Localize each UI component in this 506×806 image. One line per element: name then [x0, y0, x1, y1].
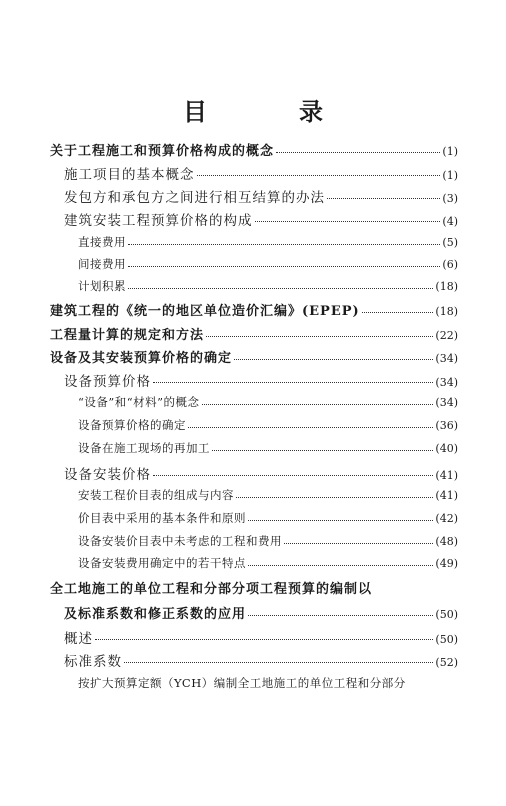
toc-leader [197, 174, 441, 176]
toc-leader [362, 311, 434, 313]
toc-entry-page: (40) [435, 442, 458, 455]
toc-entry-page: (49) [435, 557, 458, 570]
toc-entry [78, 278, 458, 294]
toc-leader [374, 589, 456, 590]
toc-entry [64, 463, 458, 483]
toc-leader [248, 564, 433, 566]
toc-leader [408, 685, 456, 686]
toc-entry [78, 533, 458, 549]
toc-leader [95, 638, 433, 640]
toc-leader [206, 335, 433, 337]
page-title: 目 录 [183, 97, 357, 126]
toc-leader [128, 265, 440, 267]
toc-entry-page: (50) [435, 608, 458, 621]
toc-entry-page: (36) [435, 419, 458, 432]
toc-entry [78, 555, 458, 571]
toc-entry [50, 347, 458, 366]
toc-entry-page: (1) [442, 145, 458, 158]
toc-entry-page: (6) [442, 258, 458, 271]
toc-leader [153, 381, 433, 383]
toc-entry-page: (34) [435, 352, 458, 365]
toc-entry-text: 设备安装费用确定中的若干特点 [78, 556, 246, 570]
toc-entry [78, 417, 458, 433]
toc-leader [236, 496, 433, 498]
toc-leader [327, 197, 440, 199]
toc-entry [78, 487, 458, 503]
toc-entry-text: 设备在施工现场的再加工 [78, 441, 210, 455]
toc-entry-text: 计划积累 [78, 279, 126, 293]
toc-leader [284, 542, 433, 544]
toc-entry-text: 直接费用 [78, 235, 126, 249]
toc-leader [153, 474, 433, 476]
toc-entry-page: (1) [442, 169, 458, 182]
toc-leader [202, 403, 434, 405]
toc-entry-text: 价目表中采用的基本条件和原则 [78, 511, 246, 525]
toc-entry-page: (5) [442, 236, 458, 249]
toc-entry [78, 234, 458, 250]
toc-leader [188, 426, 433, 428]
toc-entry [50, 300, 458, 319]
toc-entry-text: 施工项目的基本概念 [64, 167, 195, 183]
toc-entry-text: 设备安装价格 [64, 467, 151, 483]
toc-entry-page: (52) [435, 656, 458, 669]
toc-entry-text: 概述 [64, 631, 93, 647]
toc-leader [248, 614, 433, 616]
toc-entry [78, 510, 458, 526]
toc-leader [276, 151, 440, 153]
toc-leader [234, 358, 433, 360]
toc-entry [78, 394, 458, 410]
toc-leader [212, 449, 433, 451]
toc-entry [50, 140, 458, 159]
toc-entry-text: 按扩大预算定额（YCH）编制全工地施工的单位工程和分部分 [78, 676, 406, 690]
toc-entry [78, 440, 458, 456]
toc-entry [64, 650, 458, 670]
toc-entry-text: 建筑工程的《统一的地区单位造价汇编》(EPEP) [50, 304, 360, 319]
toc-leader [128, 243, 440, 245]
toc-entry [64, 603, 458, 622]
toc-entry [64, 209, 458, 229]
toc-entry-page: (34) [435, 376, 458, 389]
toc-entry-page: (42) [435, 512, 458, 525]
toc-entry [50, 324, 458, 343]
toc-leader [255, 220, 441, 222]
toc-entry-page: (41) [435, 469, 458, 482]
toc-entry-page: (50) [435, 633, 458, 646]
toc-entry-page: (41) [435, 489, 458, 502]
toc-leader [128, 287, 433, 289]
toc-entry-text: 设备预算价格 [64, 374, 151, 390]
toc-entry-page: (4) [442, 215, 458, 228]
toc-entry [78, 675, 458, 691]
toc-entry-page: (22) [435, 329, 458, 342]
toc-entry [50, 578, 458, 597]
toc-entry [64, 186, 458, 206]
toc-entry-text: 建筑安装工程预算价格的构成 [64, 213, 253, 229]
toc-entry-text: 设备安装价目表中未考虑的工程和费用 [78, 534, 282, 548]
toc-entry-page: (18) [435, 305, 458, 318]
toc-entry [64, 163, 458, 183]
toc-entry [64, 370, 458, 390]
toc-entry-text: 关于工程施工和预算价格构成的概念 [50, 144, 275, 159]
toc-entry-page: (48) [435, 535, 458, 548]
toc-entry-text: 标准系数 [64, 654, 122, 670]
toc-entry [64, 627, 458, 647]
toc-entry-text: 设备预算价格的确定 [78, 418, 186, 432]
toc-leader [124, 661, 433, 663]
toc-entry-text: 工程量计算的规定和方法 [50, 328, 205, 343]
toc-entry-text: 安装工程价目表的组成与内容 [78, 488, 234, 502]
toc-entry-page: (3) [442, 192, 458, 205]
toc-entry-text: 设备及其安装预算价格的确定 [50, 351, 233, 366]
toc-entry-text: 间接费用 [78, 257, 126, 271]
toc-entry-page: (34) [435, 396, 458, 409]
toc-entry-text: 及标准系数和修正系数的应用 [64, 607, 247, 622]
toc-entry-text: 发包方和承包方之间进行相互结算的办法 [64, 190, 325, 206]
toc-leader [248, 519, 433, 521]
toc-entry-page: (18) [435, 280, 458, 293]
toc-entry [78, 256, 458, 272]
toc-entry-text: 全工地施工的单位工程和分部分项工程预算的编制以 [50, 582, 373, 597]
toc-entry-text: “设备”和“材料”的概念 [78, 395, 200, 409]
